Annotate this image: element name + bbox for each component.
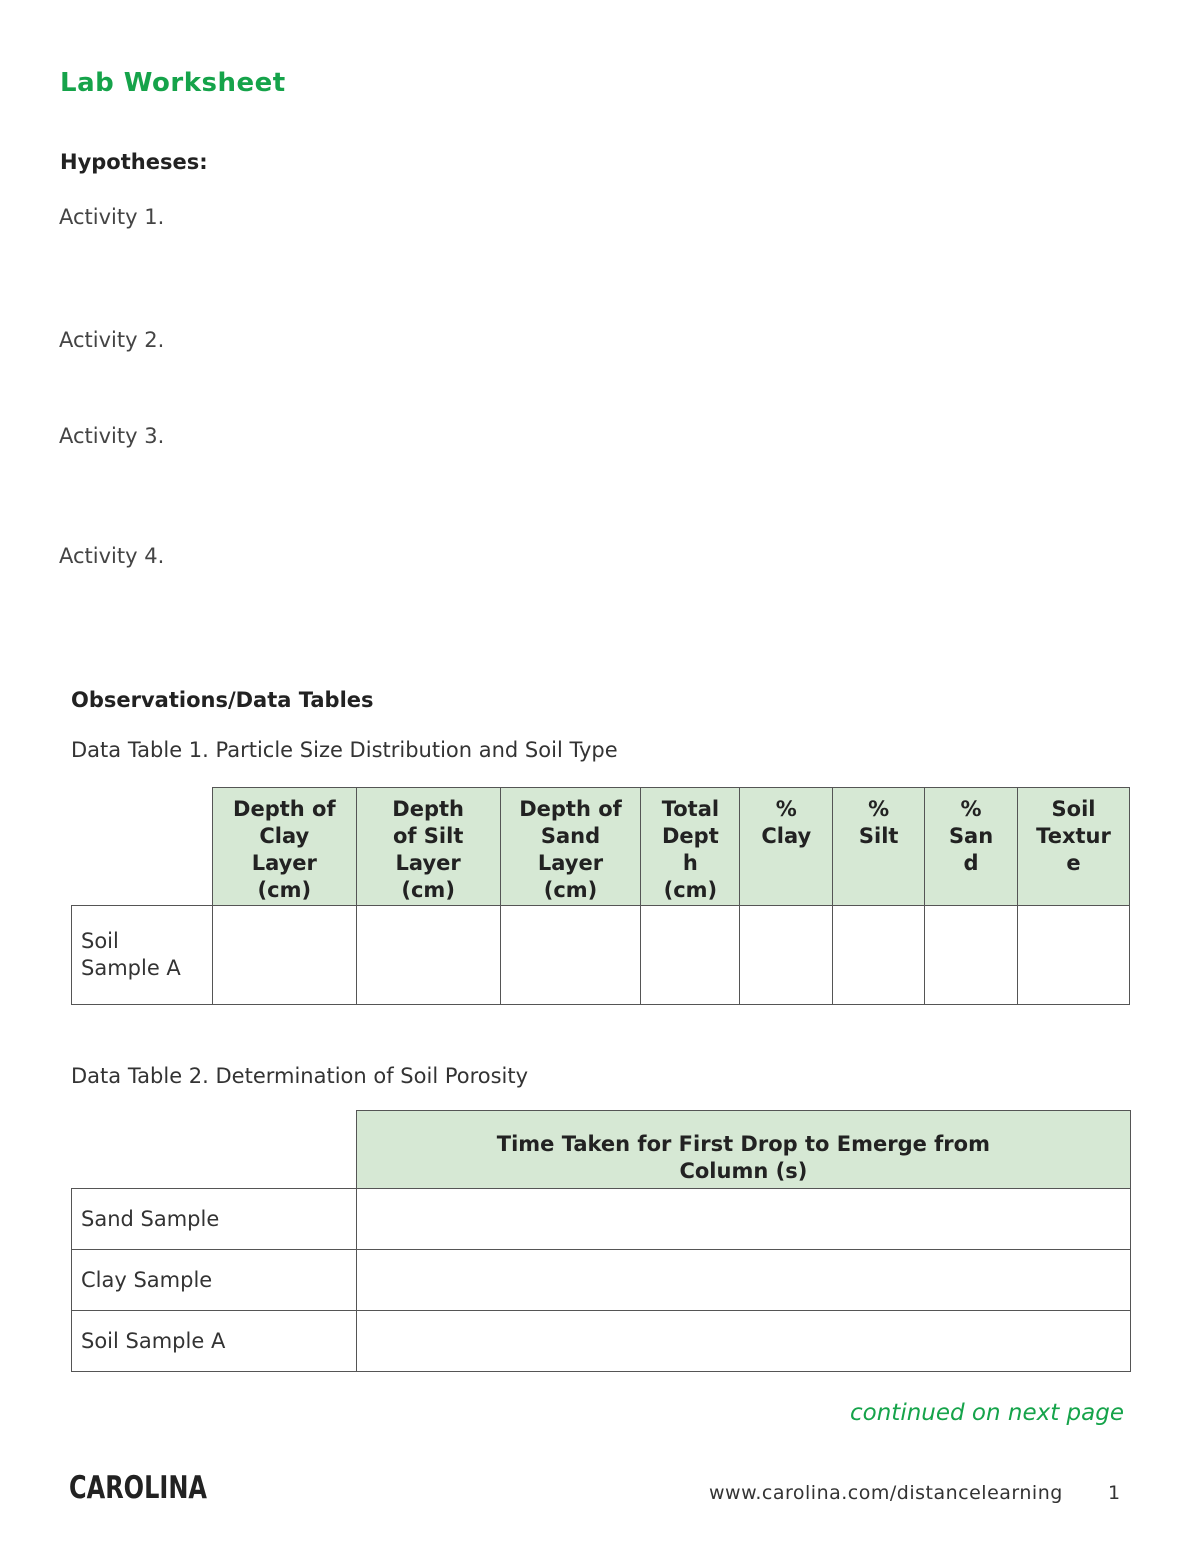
header-line: of Silt [392, 824, 464, 848]
header-percent-clay [740, 788, 833, 906]
cell-depth-sand[interactable] [500, 906, 641, 1005]
continued-note: continued on next page [850, 1400, 1124, 1426]
header-line: Layer [537, 851, 604, 875]
header-line: Depth of [233, 797, 336, 821]
header-line: d [963, 851, 979, 875]
header-line: (cm) [663, 878, 718, 902]
header-line: Depth [392, 797, 464, 821]
row-label-soil-sample-a: Soil Sample A [72, 1311, 357, 1372]
header-total-depth [641, 788, 740, 906]
header-line: Soil [1051, 797, 1096, 821]
cell-time-sand[interactable] [356, 1189, 1130, 1250]
header-line: Sand [540, 824, 601, 848]
table-row [72, 1311, 1131, 1372]
header-percent-sand [925, 788, 1018, 906]
header-line: Column (s) [679, 1159, 808, 1183]
header-line: San [948, 824, 994, 848]
table2-caption: Data Table 2. Determination of Soil Porosity [71, 1064, 529, 1088]
header-depth-sand [500, 788, 641, 906]
header-line: h [682, 851, 698, 875]
row-label-line: Soil [81, 929, 119, 953]
header-line: Dept [662, 824, 719, 848]
activity-1-label: Activity 1. [59, 205, 165, 229]
header-line: (cm) [543, 878, 598, 902]
row-label-sand-sample: Sand Sample [72, 1189, 357, 1250]
hypotheses-heading: Hypotheses: [60, 150, 208, 174]
header-line: e [1066, 851, 1081, 875]
table-row [72, 1250, 1131, 1311]
table-row [72, 906, 1130, 1005]
header-line: (cm) [401, 878, 455, 902]
cell-percent-sand[interactable] [925, 906, 1018, 1005]
cell-depth-clay[interactable] [212, 906, 356, 1005]
header-time-first-drop [356, 1111, 1130, 1189]
header-depth-silt [356, 788, 500, 906]
activity-4-label: Activity 4. [59, 544, 165, 568]
cell-depth-silt[interactable] [356, 906, 500, 1005]
row-label-clay-sample: Clay Sample [72, 1250, 357, 1311]
cell-soil-texture[interactable] [1018, 906, 1130, 1005]
header-line: Total [661, 797, 720, 821]
header-line: % [775, 797, 797, 821]
cell-percent-silt[interactable] [833, 906, 925, 1005]
particle-size-table [71, 787, 1130, 1005]
header-depth-clay [212, 788, 356, 906]
cell-total-depth[interactable] [641, 906, 740, 1005]
logo-text: CAROLINA [69, 1470, 207, 1506]
table-row [72, 1189, 1131, 1250]
activity-3-label: Activity 3. [59, 424, 165, 448]
porosity-table [71, 1110, 1131, 1372]
header-line: % [960, 797, 982, 821]
header-percent-silt [833, 788, 925, 906]
table1-caption: Data Table 1. Particle Size Distribution and Soil Type [71, 738, 618, 762]
header-line: Layer [251, 851, 317, 875]
footer-url[interactable]: www.carolina.com/distancelearning [709, 1482, 1063, 1504]
row-label-line: Sample A [81, 956, 181, 980]
header-line: Time Taken for First Drop to Emerge from [496, 1132, 990, 1156]
header-line: Clay [259, 824, 310, 848]
page-title: Lab Worksheet [60, 68, 286, 98]
page-number: 1 [1108, 1482, 1121, 1504]
header-line: % [868, 797, 890, 821]
table2-corner [72, 1111, 357, 1189]
header-line: Clay [761, 824, 812, 848]
header-line: (cm) [257, 878, 312, 902]
header-line: Layer [395, 851, 461, 875]
table1-corner [72, 788, 213, 906]
carolina-logo [69, 1466, 214, 1506]
header-soil-texture [1018, 788, 1130, 906]
activity-2-label: Activity 2. [59, 328, 165, 352]
header-line: Silt [858, 824, 899, 848]
cell-time-soil-a[interactable] [356, 1311, 1130, 1372]
header-line: Textur [1036, 824, 1111, 848]
row-label-soil-sample-a [72, 906, 213, 1005]
cell-percent-clay[interactable] [740, 906, 833, 1005]
observations-heading: Observations/Data Tables [71, 688, 374, 712]
header-line: Depth of [519, 797, 622, 821]
cell-time-clay[interactable] [356, 1250, 1130, 1311]
